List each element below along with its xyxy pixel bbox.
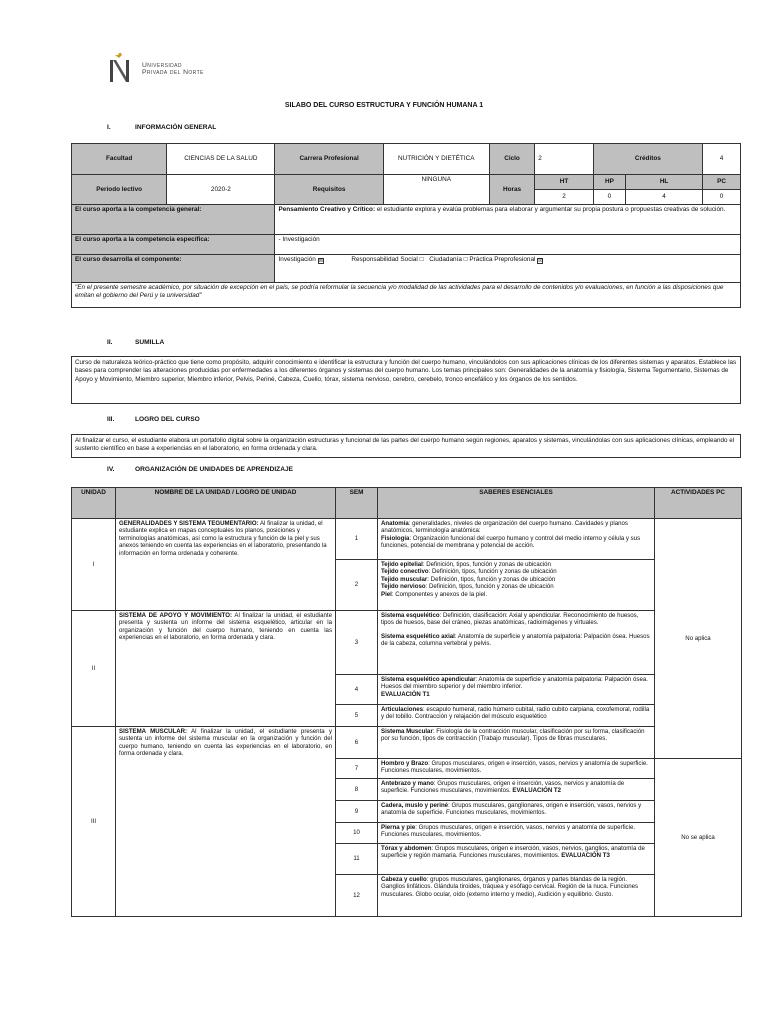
- unit-name-text: Al finalizar la unidad, el estudiante presenta y sustenta un informe del sistema esquelético, articular en la organización y función del cuerpo humano, teniendo en cuenta las experiencias en el laboratorio, en forma ordenada y clara.: [119, 612, 332, 642]
- unit-name-text: Al finalizar la unidad, el estudiante presenta y sustenta un informe del sistema muscular en la organización y función del cuerpo humano, teniendo en cuenta las experiencias en el laboratorio, en forma ordenada y clara.: [119, 728, 333, 758]
- week-number: 9: [336, 801, 378, 823]
- section-3-title: [107, 416, 200, 424]
- evaluation-t1: EVALUACIÓN T1: [381, 690, 430, 698]
- content-bold: Tejido muscular: [381, 575, 428, 583]
- header-saberes: SABERES ESENCIALES: [378, 488, 655, 519]
- pc-value: 0: [703, 190, 741, 205]
- unit-name-text: Al finalizar la unidad, el estudiante explica en mapas conceptuales los planos, posiciones y terminologías anatómicas, así como la estructura y función de la piel y sus anexos teniendo en cuenta las experiencias en el laboratorio, presentando la información en forma ordenada y coherente.: [119, 520, 327, 557]
- checkbox-checked-icon: ☒: [538, 258, 543, 264]
- content-bold: Cadera, muslo y periné: [381, 802, 449, 809]
- content-line: [381, 583, 651, 590]
- content-line: [381, 876, 651, 898]
- week-number: 12: [336, 875, 378, 917]
- week-number: 7: [336, 759, 378, 779]
- creditos-value: 4: [703, 144, 741, 175]
- unit-name: [116, 519, 336, 611]
- unit-id: III: [72, 727, 116, 917]
- week-content: [378, 675, 655, 705]
- evaluation-t3: EVALUACIÓN T3: [561, 852, 610, 860]
- content-text: : Fisiología de la contracción muscular, clasificación por su forma, clasificación por su función, tipos de contracción (Trabajo muscular). Tipos de fibras musculares.: [381, 728, 645, 743]
- content-bold: Cabeza y cuello: [381, 876, 427, 883]
- section-4-title: [107, 466, 293, 474]
- content-text: : grupos musculares, ganglionares, órganos y partes blandas de la región. Ganglios linfáticos. Glándula tiroides, tráquea y esófago cervical. Región de la nuca. Funciones musculares. Globo ocular, oído (externo interno y medio), Audición y equilibrio. Gusto.: [381, 876, 639, 898]
- university-logo: [106, 52, 204, 86]
- header-unidad: UNIDAD: [72, 488, 116, 519]
- pc-label: PC: [703, 175, 741, 190]
- week-number: 4: [336, 675, 378, 705]
- week-content: [378, 844, 655, 875]
- content-bold: Tejido epitelial: [381, 561, 423, 568]
- content-text: : Definición, tipos, función y zonas de ubicación: [422, 561, 551, 568]
- section-number: IV.: [107, 466, 115, 473]
- checkbox-empty-icon: □: [419, 256, 424, 263]
- table-row: [72, 611, 742, 675]
- checkbox-empty-icon: □: [463, 256, 468, 263]
- week-content: [378, 875, 655, 917]
- componente-investigacion: [278, 256, 323, 263]
- content-text: : Grupos musculares, ganglionares, origen e inserción, vasos, nervios y anatomía de superficie. Funciones musculares, movimientos.: [381, 802, 642, 817]
- section-2-title: [107, 339, 164, 347]
- content-text: : Anatomía de superficie y anatomía palpatoria: Palpación ósea. Huesos del miembro superior y del miembro inferior.: [381, 676, 648, 691]
- content-text: : Definición, clasificación: Axial y apendicular. Reconocimiento de huesos, tipos de huesos, base del cráneo, piezas anatómicas, radioimágenes y virtuales.: [381, 612, 639, 627]
- comp-general-label: El curso aporta a la competencia general:: [72, 205, 275, 235]
- section-label: ORGANIZACIÓN DE UNIDADES DE APRENDIZAJE: [135, 466, 294, 473]
- content-line: [381, 568, 651, 575]
- section-number: I.: [107, 124, 111, 131]
- content-line: [381, 824, 651, 839]
- week-content: [378, 560, 655, 611]
- logo-line-2: Privada del Norte: [142, 69, 204, 76]
- unit-name: [116, 727, 336, 917]
- content-text: : Definición, tipos, función y zonas de ubicación: [427, 575, 556, 583]
- content-bold: Tejido nervioso: [381, 583, 426, 591]
- week-content: [378, 727, 655, 759]
- ciclo-label: Ciclo: [489, 144, 534, 175]
- componente-practica: [469, 256, 543, 263]
- content-text: : Componentes y anexos de la piel.: [391, 590, 488, 598]
- content-bold: Tórax y abdomen: [381, 845, 432, 852]
- hp-label: HP: [593, 175, 625, 190]
- content-line: [381, 576, 651, 583]
- unit-name: [116, 611, 336, 727]
- table-row: [72, 727, 742, 759]
- exception-note: "En el presente semestre académico, por situación de excepción en el país, se podría reformular la secuencia y/o modalidad de las actividades para el desarrollo de contenidos y/o evaluaciones, en función a las disposiciones que emitan el gobierno del Perú y la universidad": [72, 283, 741, 308]
- comp-general-value: [275, 205, 741, 235]
- evaluation-t2: EVALUACIÓN T2: [512, 787, 562, 795]
- componente-label: El curso desarrolla el componente:: [72, 255, 275, 283]
- week-number: 5: [336, 705, 378, 727]
- componente-label-text: Responsabilidad Social: [351, 256, 418, 263]
- componente-label-text: Investigación: [278, 256, 316, 263]
- week-content: [378, 759, 655, 779]
- logro-text: Al finalizar el curso, el estudiante elabora un portafolio digital sobre la organización estructuras y funcional de las partes del cuerpo humano según regiones, aparatos y sistemas, vinculándolas con sus aplicaciones clínicas, empleando el sustento científico en base a experiencias en el laboratorio, en forma ordenada y clara.: [71, 434, 741, 458]
- creditos-label: Créditos: [593, 144, 702, 175]
- section-number: III.: [107, 416, 115, 423]
- horas-label: Horas: [489, 175, 534, 205]
- sumilla-text: Curso de naturaleza teórico-práctico que tiene como propósito, adquirir conocimiento e identificar la estructura y función del cuerpo humano, vinculándolos con sus aplicaciones clínicas de los diferentes sistemas y aparatos. Establece las bases para comprender las alteraciones producidas por enfermedades a los diferentes órganos y sistemas del cuerpo humano. Los temas principales son: Generalidades de la anatomía y fisiología, Sistema Tegumentario, Sistemas de Apoyo y Movimiento, Miembro superior, Miembro inferior, Pelvis, Periné, Cabeza, Cuello, tórax, sistema nervioso, cerebro, cerebelo, tronco encefálico y los órganos de los sentidos.: [71, 356, 741, 404]
- unit-id: I: [72, 519, 116, 611]
- content-bold: Hombro y Brazo: [381, 760, 429, 767]
- week-number: 8: [336, 779, 378, 801]
- content-bold: Sistema esquelético axial: [381, 632, 455, 640]
- week-content: [378, 705, 655, 727]
- content-text: : Definición, tipos, función y zonas de ubicación: [428, 568, 557, 576]
- content-text: : Organización funcional del cuerpo humano y control del medio interno y célula y sus funciones, potencial de membrana y potencial de acción.: [381, 534, 641, 550]
- checkbox-checked-icon: ☒: [318, 258, 324, 264]
- hl-label: HL: [626, 175, 703, 190]
- week-number: 11: [336, 844, 378, 875]
- content-text: : Anatomía de superficie y anatomía palpatoria: Palpación ósea. Huesos de la cabeza, columna vertebral y pelvis.: [381, 632, 650, 648]
- header-actividades: ACTIVIDADES PC: [655, 488, 742, 519]
- requisitos-label: Requisitos: [275, 175, 383, 205]
- week-number: 6: [336, 727, 378, 759]
- content-line: [381, 561, 651, 568]
- content-bold: Anatomía: [381, 520, 409, 527]
- content-text: : Grupos musculares, origen e inserción, vasos, nervios y anatomía de superficie. Funciones musculares, movimientos.: [381, 824, 636, 839]
- content-text: : Grupos musculares, origen e inserción, vasos, nervios y anatomía de superficie. Funciones musculares, movimientos.: [381, 780, 625, 795]
- content-text: : escapulo humeral, radio húmero cubital, radio cubito carpiana, coxofemoral, rodilla y del tobillo. Contracción y relajación del músculo esquelético: [381, 706, 650, 721]
- logo-n-icon: [106, 52, 136, 86]
- week-number: 2: [336, 560, 378, 611]
- header-sem: SEM: [336, 488, 378, 519]
- week-number: 3: [336, 611, 378, 675]
- content-bold: Pierna y pie: [381, 824, 416, 831]
- content-line: [381, 780, 651, 795]
- content-line: [381, 802, 651, 817]
- content-line: [381, 845, 651, 860]
- content-bold: Sistema esquelético: [381, 612, 440, 619]
- content-bold: Fisiología: [381, 534, 410, 542]
- document-title: SILABO DEL CURSO ESTRUCTURA Y FUNCIÓN HUMANA 1: [284, 102, 484, 109]
- content-line: [381, 633, 651, 648]
- week-content: [378, 779, 655, 801]
- carrera-value: NUTRICIÓN Y DIETÉTICA: [383, 144, 489, 175]
- week-content: [378, 823, 655, 844]
- content-bold: Articulaciones: [381, 706, 423, 713]
- content-text: : Grupos musculares, origen e inserción, vasos, nervios, ganglios, anatomía de superficie y región mamaria. Funciones musculares, movimientos.: [381, 845, 645, 860]
- section-label: SUMILLA: [135, 339, 165, 346]
- section-label: LOGRO DEL CURSO: [135, 416, 200, 423]
- logo-text: [142, 62, 204, 77]
- actividades-cell-2: No se aplica: [655, 759, 742, 917]
- comp-especifica-label: El curso aporta a la competencia específica:: [72, 235, 275, 255]
- week-number: 1: [336, 519, 378, 560]
- content-bold: Sistema Muscular: [381, 728, 433, 735]
- units-table: [71, 487, 742, 917]
- requisitos-value: NINGUNA: [383, 175, 489, 205]
- week-content: [378, 519, 655, 560]
- unit-id: II: [72, 611, 116, 727]
- content-bold: Piel: [381, 590, 392, 598]
- periodo-value: 2020-2: [167, 175, 275, 205]
- content-text: : generalidades, niveles de organización del cuerpo humano. Cavidades y planos anatómicos, terminología anatómica:: [381, 520, 628, 535]
- general-info-table: [71, 143, 741, 308]
- content-line: [381, 676, 651, 691]
- content-line: [381, 535, 651, 550]
- actividades-cell-1: No aplica: [655, 519, 742, 759]
- content-line: [381, 591, 651, 598]
- componente-value: [275, 255, 741, 283]
- week-number: 10: [336, 823, 378, 844]
- week-content: [378, 801, 655, 823]
- content-bold: Antebrazo y mano: [381, 780, 434, 787]
- header-nombre: NOMBRE DE LA UNIDAD / LOGRO DE UNIDAD: [116, 488, 336, 519]
- componente-label-text: Práctica Preprofesional: [469, 256, 536, 263]
- componente-ciudadania: [429, 256, 467, 263]
- carrera-label: Carrera Profesional: [275, 144, 383, 175]
- content-text: : Definición, tipos, función y zonas de ubicación: [425, 583, 554, 591]
- section-number: II.: [107, 339, 113, 346]
- hl-value: 4: [626, 190, 703, 205]
- section-1-title: [107, 124, 216, 132]
- content-line: [381, 520, 651, 535]
- ciclo-value: 2: [535, 144, 593, 175]
- unit-name-bold: SISTEMA MUSCULAR:: [119, 728, 188, 735]
- ht-label: HT: [535, 175, 593, 190]
- week-content: [378, 611, 655, 675]
- componente-responsabilidad: [351, 256, 423, 263]
- facultad-label: Facultad: [72, 144, 167, 175]
- content-line: [381, 612, 651, 627]
- ht-value: 2: [535, 190, 593, 205]
- content-line: [381, 760, 651, 775]
- content-line: [381, 728, 651, 743]
- content-bold: Tejido conectivo: [381, 568, 429, 576]
- unit-name-bold: GENERALIDADES Y SISTEMA TEGUMENTARIO:: [119, 520, 259, 527]
- comp-general-text: el estudiante explora y evalúa problemas para elaborar y argumentar su propia postura o propuestas creativas de solución.: [375, 206, 726, 213]
- hp-value: 0: [593, 190, 625, 205]
- content-line: [381, 706, 651, 721]
- comp-especifica-value: - Investigación: [275, 235, 741, 255]
- comp-general-bold: Pensamiento Creativo y Crítico:: [278, 206, 376, 213]
- unit-name-bold: SISTEMA DE APOYO Y MOVIMIENTO:: [119, 612, 233, 619]
- componente-label-text: Ciudadanía: [429, 256, 462, 263]
- section-label: INFORMACIÓN GENERAL: [135, 124, 217, 131]
- logo-line-1: Universidad: [142, 61, 182, 69]
- content-text: : Grupos musculares, origen e inserción, vasos, nervios y anatomía de superficie. Funciones musculares, movimientos.: [381, 760, 648, 775]
- periodo-label: Periodo lectivo: [72, 175, 167, 205]
- facultad-value: CIENCIAS DE LA SALUD: [167, 144, 275, 175]
- content-bold: Sistema esquelético apendicular: [381, 676, 476, 683]
- table-row: [72, 519, 742, 560]
